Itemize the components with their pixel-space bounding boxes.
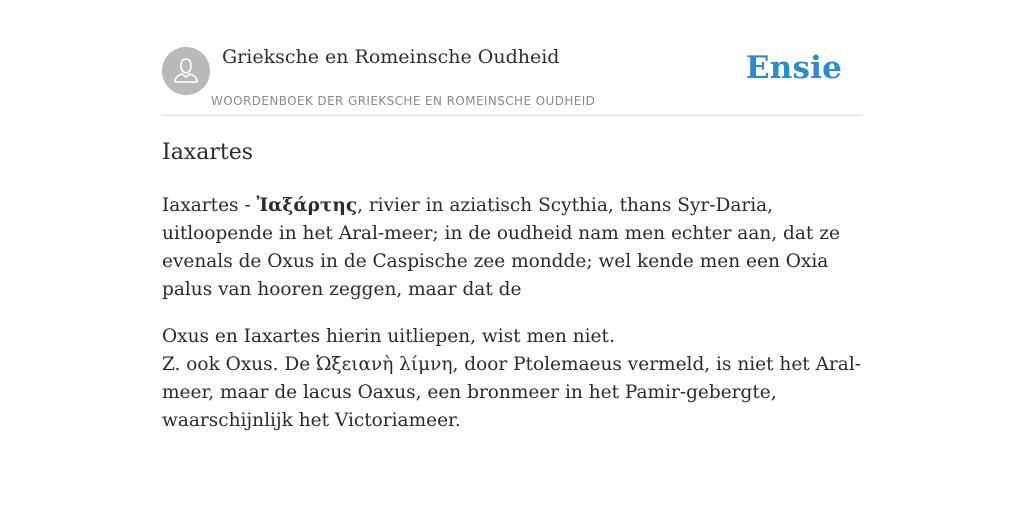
paragraph-lead: Iaxartes - (162, 195, 257, 216)
paragraph-text: , rivier in aziatisch Scythia, thans Syr-Daria, uitloopende in het Aral-meer; in de oudheid nam men echter aan, dat ze evenals de Oxus in de Caspische zee mondde; wel kende men een Oxia palus van hooren zeggen, maar dat de (162, 195, 840, 300)
ensie-logo[interactable]: Ensie (745, 50, 842, 86)
source-header (162, 0, 862, 116)
greek-term: Ἰαξάρτης (256, 195, 358, 216)
entry-paragraph-2 (162, 323, 862, 435)
entry-paragraph-1 (162, 192, 862, 304)
page (162, 0, 862, 512)
paragraph-line-1: Oxus en Iaxartes hierin uitliepen, wist men niet. (162, 326, 615, 347)
user-avatar-icon[interactable] (162, 47, 210, 95)
source-subtitle[interactable]: WOORDENBOEK DER GRIEKSCHE EN ROMEINSCHE OUDHEID (211, 94, 596, 108)
source-title[interactable]: Grieksche en Romeinsche Oudheid (222, 46, 560, 68)
entry-title: Iaxartes (162, 140, 253, 165)
paragraph-line-2: Z. ook Oxus. De Ὠξειανὴ λίμνη, door Ptolemaeus vermeld, is niet het Aral-meer, maar de lacus Oaxus, een bronmeer in het Pamir-gebergte, waarschijnlijk het Victoriameer. (162, 354, 862, 431)
